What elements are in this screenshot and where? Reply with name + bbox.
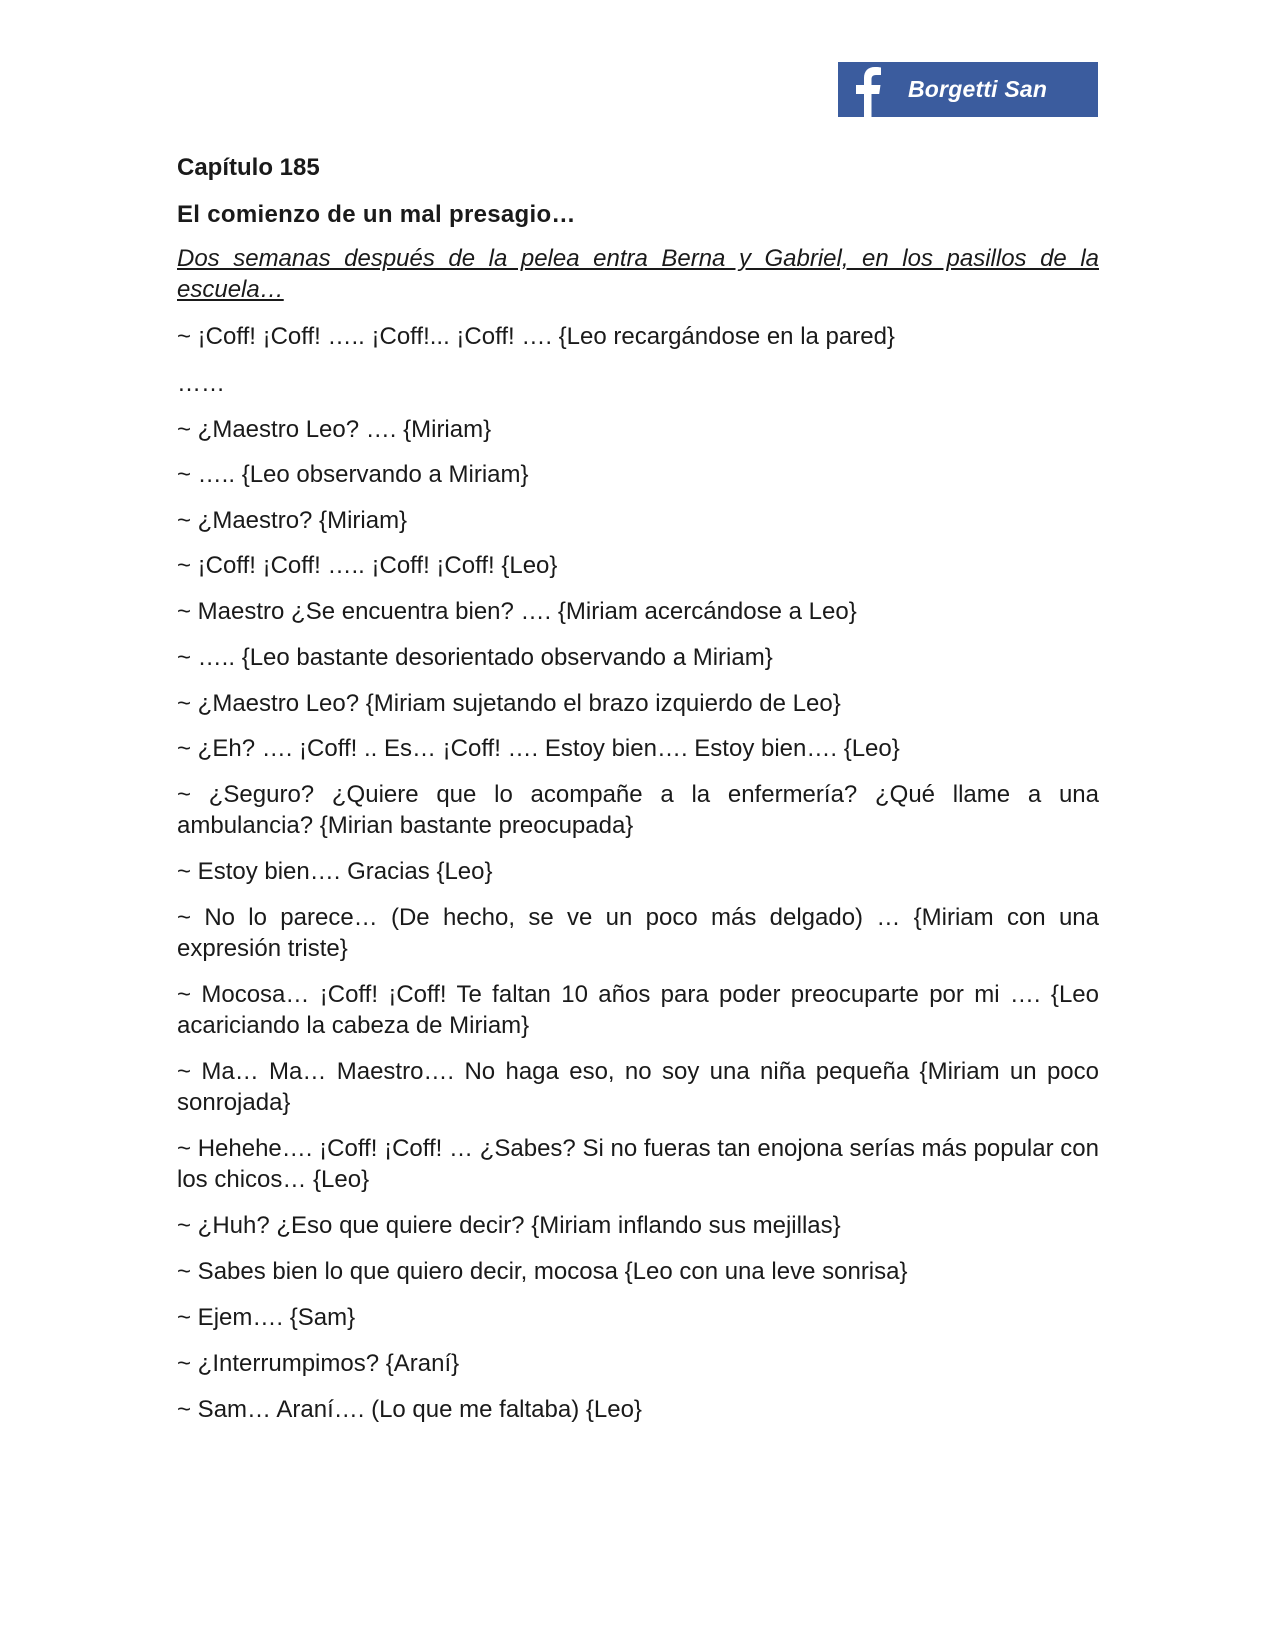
- facebook-banner[interactable]: [838, 62, 1098, 117]
- dialogue-line: ~ ¿Maestro? {Miriam}: [177, 507, 408, 534]
- page-name: Borgetti San: [908, 76, 1048, 102]
- dialogue-line: ~ ¡Coff! ¡Coff! ….. ¡Coff!... ¡Coff! …. {Leo recargándose en la pared}: [177, 323, 895, 350]
- dialogue-line: ~ ¿Seguro? ¿Quiere que lo acompañe a la enfermería? ¿Qué llame a una ambulancia? {Mirian bastante preocupada}: [177, 781, 1099, 839]
- dialogue-line: ~ Estoy bien…. Gracias {Leo}: [177, 858, 493, 885]
- chapter-title: Capítulo 185: [177, 154, 320, 181]
- dialogue-line: ~ ¡Coff! ¡Coff! ….. ¡Coff! ¡Coff! {Leo}: [177, 552, 558, 579]
- document-body: [177, 140, 1099, 1425]
- dialogue-line: ~ ¿Maestro Leo? {Miriam sujetando el brazo izquierdo de Leo}: [177, 690, 841, 717]
- facebook-icon: [838, 62, 886, 117]
- dialogue-line: ~ Maestro ¿Se encuentra bien? …. {Miriam acercándose a Leo}: [177, 598, 857, 625]
- dialogue-line: ~ Sam… Araní…. (Lo que me faltaba) {Leo}: [177, 1396, 642, 1423]
- dialogue-line: ~ Ma… Ma… Maestro…. No haga eso, no soy una niña pequeña {Miriam un poco sonrojada}: [177, 1058, 1099, 1116]
- dialogue-line: ……: [177, 370, 225, 397]
- dialogue-line: ~ Sabes bien lo que quiero decir, mocosa {Leo con una leve sonrisa}: [177, 1258, 908, 1285]
- dialogue-line: ~ ¿Maestro Leo? …. {Miriam}: [177, 416, 492, 443]
- dialogue-line: ~ Ejem…. {Sam}: [177, 1304, 356, 1331]
- dialogue-line: ~ ¿Huh? ¿Eso que quiere decir? {Miriam inflando sus mejillas}: [177, 1212, 841, 1239]
- dialogue-line: ~ ….. {Leo observando a Miriam}: [177, 461, 529, 488]
- scene-description: Dos semanas después de la pelea entra Berna y Gabriel, en los pasillos de la escuela…: [177, 245, 1099, 303]
- dialogue-line: ~ No lo parece… (De hecho, se ve un poco más delgado) … {Miriam con una expresión triste}: [177, 904, 1099, 962]
- dialogue-line: ~ ¿Eh? …. ¡Coff! .. Es… ¡Coff! …. Estoy bien…. Estoy bien…. {Leo}: [177, 735, 900, 762]
- chapter-subtitle: El comienzo de un mal presagio…: [177, 201, 576, 228]
- dialogue-line: ~ Mocosa… ¡Coff! ¡Coff! Te faltan 10 años para poder preocuparte por mi …. {Leo acariciando la cabeza de Miriam}: [177, 981, 1099, 1039]
- dialogue-line: ~ Hehehe…. ¡Coff! ¡Coff! … ¿Sabes? Si no fueras tan enojona serías más popular con los chicos… {Leo}: [177, 1135, 1099, 1193]
- dialogue-line: ~ ….. {Leo bastante desorientado observando a Miriam}: [177, 644, 773, 671]
- dialogue-line: ~ ¿Interrumpimos? {Araní}: [177, 1350, 460, 1377]
